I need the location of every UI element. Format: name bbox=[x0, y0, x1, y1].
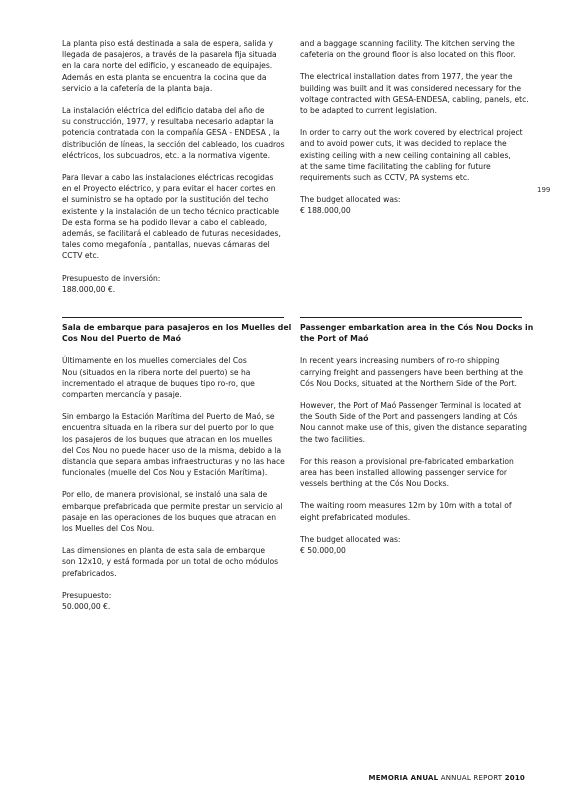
section-body-en bbox=[300, 355, 527, 556]
text-line: For this reason a provisional pre-fabricated embarkation bbox=[300, 456, 514, 466]
text-line: In recent years increasing numbers of ro-ro shipping bbox=[300, 356, 500, 366]
text-line: building was built and it was considered necessary for the bbox=[300, 83, 522, 93]
paragraph bbox=[62, 489, 284, 534]
text-line: existing ceiling with a new ceiling containing all cables, bbox=[300, 150, 511, 160]
text-line: Passenger embarkation area in the Cós Nou Docks in bbox=[300, 323, 534, 332]
text-line: funcionales (muelle del Cos Nou y Estación Marítima). bbox=[62, 468, 268, 478]
text-line: Las dimensiones en planta de esta sala de embarque bbox=[62, 546, 266, 556]
text-line: en la cara norte del edificio, y escaneado de equipajes. bbox=[62, 61, 273, 71]
text-line: llegada de pasajeros, a través de la pasarela fija situada bbox=[62, 50, 277, 60]
paragraph bbox=[300, 71, 529, 116]
footer-memoria: MEMORIA ANUAL bbox=[368, 774, 439, 782]
text-line: cafeteria on the ground floor is also located on this floor. bbox=[300, 50, 516, 60]
paragraph bbox=[300, 194, 522, 216]
text-line: In order to carry out the work covered by electrical project bbox=[300, 128, 523, 138]
text-line: The budget allocated was: bbox=[300, 195, 401, 205]
text-line: Presupuesto de inversión: bbox=[62, 273, 161, 283]
text-line: the South Side of the Port and passengers landing at Cós bbox=[300, 412, 518, 422]
text-line: potencia contratada con la compañía GESA - ENDESA , la bbox=[62, 128, 280, 138]
text-line: and to avoid power cuts, it was decided to replace the bbox=[300, 139, 507, 149]
text-line: distancia que separa ambas infraestructuras y no las hace bbox=[62, 457, 285, 467]
text-line: The electrical installation dates from 1977, the year the bbox=[300, 72, 513, 82]
text-line: Presupuesto: bbox=[62, 590, 112, 600]
text-line: the two facilities. bbox=[300, 434, 366, 444]
text-line: servicio a la cafetería de la planta baja. bbox=[62, 83, 213, 93]
text-line: los pasajeros de los buques que atracan en los muelles bbox=[62, 434, 273, 444]
paragraph bbox=[62, 105, 284, 161]
text-line: Sala de embarque para pasajeros en los Muelles del bbox=[62, 323, 292, 332]
paragraph bbox=[62, 172, 284, 262]
text-line: tales como megafonía , pantallas, nuevas cámaras del bbox=[62, 240, 270, 250]
text-line: existente y la instalación de un techo técnico practicable bbox=[62, 206, 280, 216]
text-line: the Port of Maó bbox=[300, 334, 369, 344]
text-line: De esta forma se ha podido llevar a cabo el cableado, bbox=[62, 217, 268, 227]
text-line: Además en esta planta se encuentra la cocina que da bbox=[62, 72, 267, 82]
text-line: € 188.000,00 bbox=[300, 206, 351, 216]
section-body-es bbox=[62, 355, 284, 612]
text-line: además, se facilitará el cableado de futuras necesidades, bbox=[62, 229, 281, 239]
text-line: eight prefabricated modules. bbox=[300, 512, 411, 522]
text-line: Nou cannot make use of this, given the distance separating bbox=[300, 423, 527, 433]
text-line: distribución de líneas, la sección del cableado, los cuadros bbox=[62, 139, 285, 149]
text-line: 50.000,00 €. bbox=[62, 602, 111, 612]
text-line: at the same time facilitating the cabling for future bbox=[300, 161, 491, 171]
text-line: Para llevar a cabo las instalaciones eléctricas recogidas bbox=[62, 173, 274, 183]
paragraph bbox=[300, 38, 522, 60]
text-line: encuentra situada en la ribera sur del puerto por lo que bbox=[62, 423, 274, 433]
section-boarding-en bbox=[300, 322, 534, 567]
text-line: Últimamente en los muelles comerciales del Cos bbox=[62, 356, 247, 366]
paragraph bbox=[300, 534, 522, 556]
paragraph bbox=[62, 355, 284, 400]
paragraph bbox=[300, 127, 522, 183]
text-line: el suministro se ha optado por la sustitución del techo bbox=[62, 195, 269, 205]
paragraph bbox=[62, 273, 284, 295]
text-line: incrementado el atraque de buques tipo ro-ro, que bbox=[62, 378, 255, 388]
section-heading-en bbox=[300, 322, 534, 344]
text-line: Cos Nou del Puerto de Maó bbox=[62, 334, 181, 344]
text-line: carrying freight and passengers have been berthing at the bbox=[300, 367, 524, 377]
paragraph bbox=[62, 411, 284, 478]
text-line: en el Proyecto eléctrico, y para evitar el hacer cortes en bbox=[62, 184, 276, 194]
section-boarding-es bbox=[62, 322, 292, 623]
text-line: vessels berthing at the Cós Nou Docks. bbox=[300, 479, 450, 489]
text-line: pasaje en las operaciones de los buques que atracan en bbox=[62, 512, 277, 522]
text-line: voltage contracted with GESA-ENDESA, cabling, panels, etc. bbox=[300, 94, 529, 104]
text-line: The waiting room measures 12m by 10m with a total of bbox=[300, 501, 512, 511]
section-divider-en bbox=[300, 317, 522, 318]
text-line: Sin embargo la Estación Marítima del Puerto de Maó, se bbox=[62, 412, 275, 422]
text-line: 188.000,00 €. bbox=[62, 284, 116, 294]
section-heading-es bbox=[62, 322, 292, 344]
top-text-en bbox=[300, 38, 529, 228]
footer bbox=[369, 774, 525, 782]
text-line: prefabricados. bbox=[62, 568, 117, 578]
text-line: CCTV etc. bbox=[62, 251, 100, 261]
text-line: However, the Port of Maó Passenger Terminal is located at bbox=[300, 401, 522, 411]
text-line: Cós Nou Docks, situated at the Northern Side of the Port. bbox=[300, 378, 518, 388]
text-line: La instalación eléctrica del edificio databa del año de bbox=[62, 106, 265, 116]
text-line: and a baggage scanning facility. The kitchen serving the bbox=[300, 39, 515, 48]
text-line: Por ello, de manera provisional, se instaló una sala de bbox=[62, 490, 268, 500]
text-line: € 50.000,00 bbox=[300, 546, 346, 556]
text-line: su construcción, 1977, y resultaba necesario adaptar la bbox=[62, 117, 274, 127]
text-line: del Cos Nou no puede hacer uso de la misma, debido a la bbox=[62, 445, 282, 455]
page-number: 199 bbox=[537, 186, 551, 194]
text-line: eléctricos, los subcuadros, etc. a la normativa vigente. bbox=[62, 150, 271, 160]
text-line: embarque prefabricada que permite prestar un servicio al bbox=[62, 501, 283, 511]
text-line: comparten mercancía y pasaje. bbox=[62, 390, 182, 400]
paragraph bbox=[300, 500, 522, 522]
paragraph bbox=[300, 355, 522, 389]
paragraph bbox=[300, 456, 522, 490]
text-line: area has been installed allowing passenger service for bbox=[300, 468, 508, 478]
text-line: los Muelles del Cos Nou. bbox=[62, 524, 155, 534]
section-divider-es bbox=[62, 317, 284, 318]
text-line: to be adapted to current legislation. bbox=[300, 106, 438, 116]
top-text-es bbox=[62, 38, 284, 306]
text-line: La planta piso está destinada a sala de espera, salida y bbox=[62, 39, 273, 48]
text-line: requirements such as CCTV, PA systems etc. bbox=[300, 173, 470, 183]
paragraph bbox=[62, 590, 284, 612]
text-line: Nou (situados en la ribera norte del puerto) se ha bbox=[62, 367, 251, 377]
text-line: The budget allocated was: bbox=[300, 534, 401, 544]
footer-annual: ANNUAL REPORT bbox=[440, 774, 503, 782]
paragraph bbox=[62, 545, 284, 579]
paragraph bbox=[300, 400, 527, 445]
text-line: son 12x10, y está formada por un total de ocho módulos bbox=[62, 557, 279, 567]
paragraph bbox=[62, 38, 284, 94]
footer-year: 2010 bbox=[504, 774, 525, 782]
